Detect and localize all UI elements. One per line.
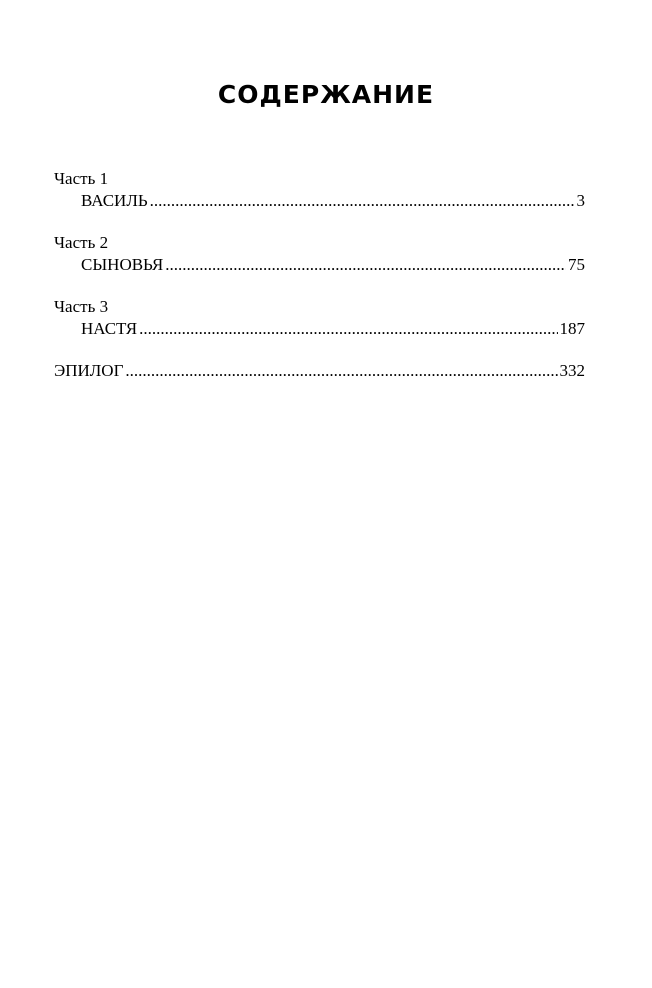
toc-entry-vasil[interactable]	[54, 190, 585, 212]
toc-part-3	[54, 296, 585, 340]
chapter-title: СЫНОВЬЯ	[81, 255, 164, 274]
part-label: Часть 1	[54, 169, 109, 188]
part-label: Часть 3	[54, 297, 109, 316]
dot-leader	[125, 360, 557, 382]
dot-leader	[150, 190, 575, 212]
table-of-contents	[54, 168, 585, 402]
page-number: 187	[559, 319, 585, 338]
toc-part-2	[54, 232, 585, 276]
chapter-title: ВАСИЛЬ	[81, 191, 148, 210]
toc-epilogue	[54, 360, 585, 382]
chapter-title: НАСТЯ	[81, 319, 138, 338]
dot-leader	[165, 254, 566, 276]
toc-entry-nastya[interactable]	[54, 318, 585, 340]
chapter-title: ЭПИЛОГ	[54, 361, 124, 380]
page-number: 332	[559, 361, 585, 380]
page-number: 75	[568, 255, 585, 274]
dot-leader	[139, 318, 557, 340]
part-label: Часть 2	[54, 233, 109, 252]
toc-entry-synovya[interactable]	[54, 254, 585, 276]
page-title: СОДЕРЖАНИЕ	[217, 80, 435, 109]
page-number: 3	[576, 191, 585, 210]
toc-part-1	[54, 168, 585, 212]
toc-entry-epilog[interactable]	[54, 360, 585, 382]
